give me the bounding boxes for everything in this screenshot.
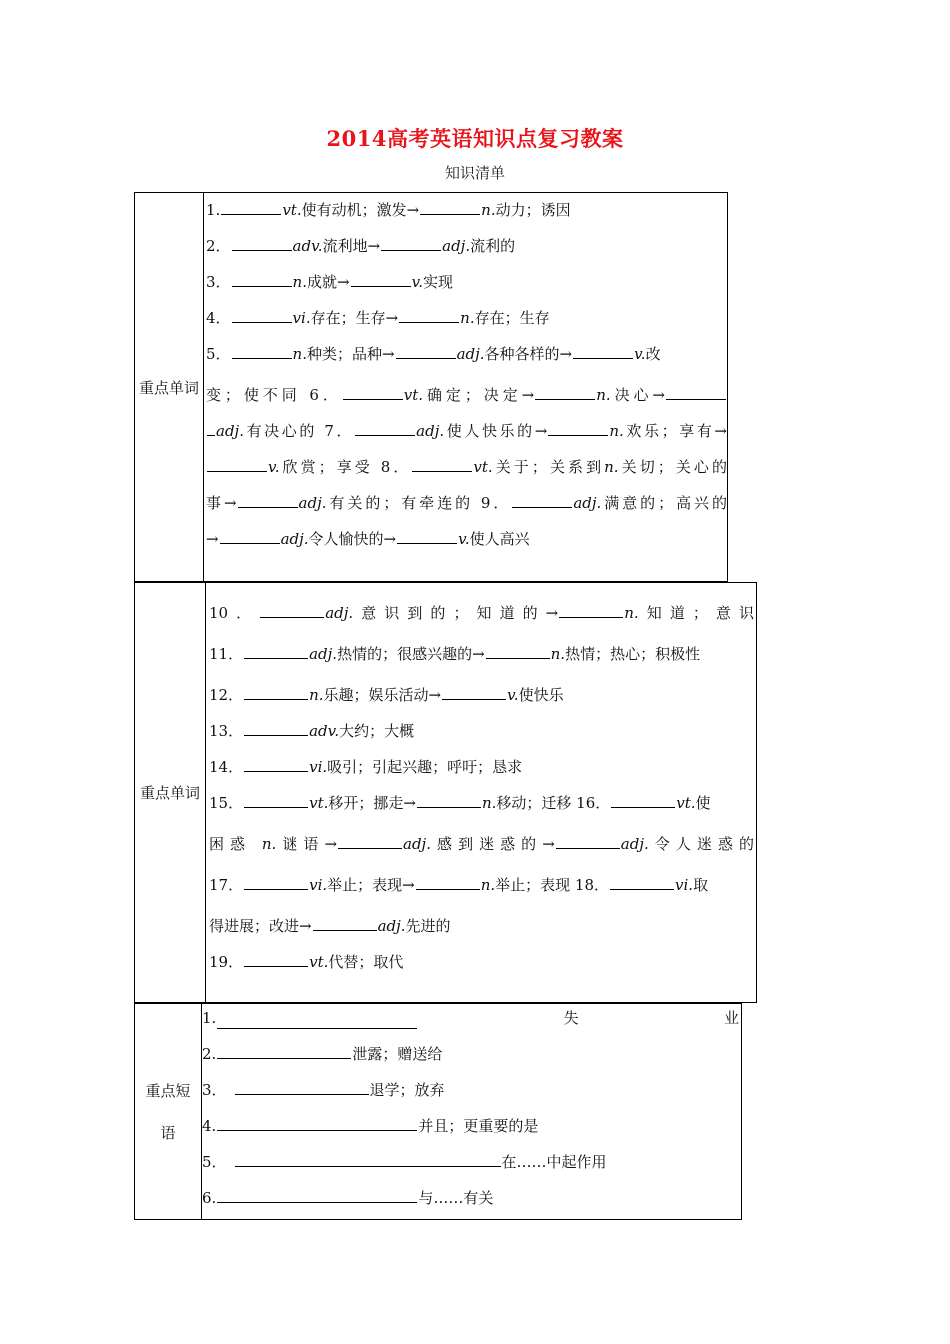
answer-blank[interactable]: [220, 529, 280, 544]
vocab-text: 动力；诱因: [495, 201, 571, 219]
vocab-text: 3．: [206, 273, 231, 291]
vocab-text: 实现: [423, 273, 454, 291]
part-of-speech: v.: [634, 345, 646, 363]
phrase-number: 1.: [202, 1009, 217, 1027]
vocab-line: 困惑 n.谜语→ adj.感到迷惑的→ adj.令人迷惑的: [209, 835, 754, 853]
answer-blank[interactable]: [207, 457, 267, 472]
vocab-text: 流利的: [470, 237, 516, 255]
phrase-meaning: 退学；放弃: [369, 1081, 445, 1099]
category-label-line-2: 语: [160, 1123, 176, 1142]
answer-blank[interactable]: [244, 875, 308, 890]
answer-blank[interactable]: [260, 603, 324, 618]
answer-blank[interactable]: [217, 1014, 417, 1029]
answer-blank[interactable]: [244, 685, 308, 700]
vocab-text: 事→: [206, 494, 237, 512]
answer-blank[interactable]: [217, 1044, 351, 1059]
phrase-meaning-part: 失: [563, 1009, 579, 1027]
vocab-line: [206, 343, 727, 365]
part-of-speech: vt.: [473, 458, 493, 476]
vocab-text: 存在；生存: [474, 309, 550, 327]
answer-blank[interactable]: [381, 236, 441, 251]
part-of-speech: vt.: [403, 386, 424, 404]
answer-blank[interactable]: [535, 385, 595, 400]
part-of-speech: adj.: [573, 494, 602, 512]
phrase-meaning: 并且；更重要的是: [418, 1117, 539, 1135]
answer-blank[interactable]: [232, 344, 292, 359]
answer-blank[interactable]: [221, 200, 281, 215]
answer-blank[interactable]: [416, 875, 480, 890]
part-of-speech: adj.: [456, 345, 485, 363]
part-of-speech: adj.: [298, 494, 327, 512]
vocab-line: 得进展；改进→ adj.先进的: [209, 917, 451, 935]
answer-blank[interactable]: [559, 603, 623, 618]
vocab-line: 17． vi.举止；表现→ n.举止；表现 18． vi.取: [209, 876, 709, 894]
category-label: 重点单词: [135, 583, 206, 1002]
part-of-speech: vt.: [282, 201, 302, 219]
part-of-speech: n.: [292, 273, 307, 291]
answer-blank[interactable]: [232, 236, 292, 251]
vocab-text: 2．: [206, 237, 231, 255]
vocab-line: [206, 199, 727, 221]
answer-blank[interactable]: [207, 421, 215, 436]
phrase-number: 5．: [202, 1153, 227, 1171]
part-of-speech: adj.: [442, 237, 471, 255]
phrase-line: [202, 1115, 741, 1137]
phrase-line: [202, 1187, 741, 1209]
answer-blank[interactable]: [238, 493, 298, 508]
vocab-text: 1.: [206, 201, 221, 219]
category-label: [135, 1004, 202, 1219]
vocab-text: 改: [645, 345, 661, 363]
phrase-line: [202, 1043, 741, 1065]
answer-blank[interactable]: [232, 308, 292, 323]
phrase-meaning: 泄露；赠送给: [352, 1045, 443, 1063]
answer-blank[interactable]: [486, 644, 550, 659]
answer-blank[interactable]: [420, 200, 480, 215]
vocab-line: 13． adv.大约；大概: [209, 722, 415, 740]
vocab-line: 12． n.乐趣；娱乐活动→ v.使快乐: [209, 686, 564, 704]
vocab-text: 各种各样的→: [484, 345, 573, 363]
vocab-table-section-2: [134, 582, 757, 1003]
answer-blank[interactable]: [232, 272, 292, 287]
vocab-text: 欢乐；享有→: [623, 422, 727, 440]
phrase-line: [202, 1079, 741, 1101]
vocab-text: 有决心的 7．: [243, 422, 355, 440]
vocab-list-2: [206, 583, 756, 1002]
vocab-line: 10． adj.意识到的；知道的→ n.知道；意识: [209, 604, 754, 622]
vocab-line: [206, 271, 727, 293]
answer-blank[interactable]: [556, 834, 620, 849]
category-label-line-1: 重点短: [145, 1081, 191, 1100]
answer-blank[interactable]: [611, 793, 675, 808]
part-of-speech: n.: [604, 458, 619, 476]
vocab-text: 确定；决定→: [423, 386, 535, 404]
phrase-number: 3．: [202, 1081, 227, 1099]
vocab-text: 种类；品种→: [306, 345, 395, 363]
answer-blank[interactable]: [610, 875, 674, 890]
vocab-line: 15． vt.移开；挪走→ n.移动；迁移 16． vt.使: [209, 794, 711, 812]
phrase-meaning: 与……有关: [418, 1189, 494, 1207]
phrase-number: 4.: [202, 1117, 217, 1135]
vocab-line: [206, 528, 727, 550]
vocab-line: [206, 307, 727, 329]
part-of-speech: n.: [292, 345, 307, 363]
vocab-text: 有关的；有牵连的 9．: [326, 494, 512, 512]
vocab-text: 存在；生存→: [310, 309, 399, 327]
part-of-speech: vi.: [292, 309, 311, 327]
answer-blank[interactable]: [244, 793, 308, 808]
part-of-speech: n.: [460, 309, 475, 327]
part-of-speech: adj.: [416, 422, 445, 440]
answer-blank[interactable]: [512, 493, 572, 508]
part-of-speech: adv.: [292, 237, 323, 255]
phrase-number: 2.: [202, 1045, 217, 1063]
vocab-table-section-1: [134, 192, 728, 582]
answer-blank[interactable]: [573, 344, 633, 359]
answer-blank[interactable]: [396, 344, 456, 359]
document-title: 2014高考英语知识点复习教案: [326, 126, 624, 151]
part-of-speech: v.: [268, 458, 280, 476]
phrase-line: [202, 1151, 741, 1173]
answer-blank[interactable]: [417, 793, 481, 808]
phrase-number: 6.: [202, 1189, 217, 1207]
answer-blank[interactable]: [244, 721, 308, 736]
phrase-meaning-part: 业: [723, 1009, 739, 1027]
vocab-list-1: [204, 193, 727, 581]
answer-blank[interactable]: [343, 385, 403, 400]
phrase-table-section: [134, 1003, 742, 1220]
vocab-text: 使人快乐的→: [444, 422, 548, 440]
part-of-speech: n.: [481, 201, 496, 219]
answer-blank[interactable]: [244, 644, 308, 659]
document-subtitle: 知识清单: [444, 164, 505, 182]
answer-blank[interactable]: [217, 1116, 417, 1131]
answer-blank[interactable]: [397, 529, 457, 544]
answer-blank[interactable]: [313, 916, 377, 931]
answer-blank[interactable]: [244, 952, 308, 967]
vocab-text: 欣赏；享受 8．: [279, 458, 412, 476]
answer-blank[interactable]: [217, 1188, 417, 1203]
vocab-line: 19． vt.代替；取代: [209, 953, 404, 971]
vocab-text: 4．: [206, 309, 231, 327]
part-of-speech: n.: [609, 422, 624, 440]
category-label: 重点单词: [135, 193, 204, 581]
vocab-line: [206, 420, 727, 442]
vocab-text: 流利地→: [322, 237, 381, 255]
vocab-line: [206, 384, 727, 406]
answer-blank[interactable]: [235, 1152, 501, 1167]
part-of-speech: n.: [596, 386, 611, 404]
vocab-text: 5．: [206, 345, 231, 363]
answer-blank[interactable]: [338, 834, 402, 849]
vocab-text: 使有动机；激发→: [301, 201, 420, 219]
phrase-meaning: 在……中起作用: [501, 1153, 607, 1171]
part-of-speech: v.: [458, 530, 470, 548]
vocab-text: 关切；关心的: [618, 458, 727, 476]
answer-blank[interactable]: [442, 685, 506, 700]
vocab-line: [206, 235, 727, 257]
vocab-text: 使人高兴: [469, 530, 530, 548]
part-of-speech: v.: [411, 273, 424, 291]
phrase-list: [202, 1004, 741, 1219]
answer-blank[interactable]: [355, 421, 415, 436]
vocab-line: [206, 492, 727, 514]
answer-blank[interactable]: [548, 421, 608, 436]
phrase-line: [202, 1007, 741, 1029]
answer-blank[interactable]: [666, 385, 726, 400]
answer-blank[interactable]: [244, 757, 308, 772]
vocab-text: →: [206, 530, 219, 548]
vocab-line: [206, 456, 727, 478]
vocab-text: 关于；关系到: [492, 458, 605, 476]
answer-blank[interactable]: [351, 272, 411, 287]
vocab-text: 成就→: [306, 273, 350, 291]
vocab-line: 14． vi.吸引；引起兴趣；呼吁；恳求: [209, 758, 523, 776]
vocab-text: 变；使不同 6．: [206, 386, 342, 404]
vocab-text: 决心→: [610, 386, 665, 404]
part-of-speech: adj.: [280, 530, 309, 548]
answer-blank[interactable]: [235, 1080, 369, 1095]
answer-blank[interactable]: [399, 308, 459, 323]
part-of-speech: adj.: [216, 422, 244, 440]
answer-blank[interactable]: [412, 457, 472, 472]
vocab-text: 令人愉快的→: [308, 530, 397, 548]
vocab-line: 11． adj.热情的；很感兴趣的→ n.热情；热心；积极性: [209, 645, 701, 663]
vocab-text: 满意的；高兴的: [601, 494, 727, 512]
